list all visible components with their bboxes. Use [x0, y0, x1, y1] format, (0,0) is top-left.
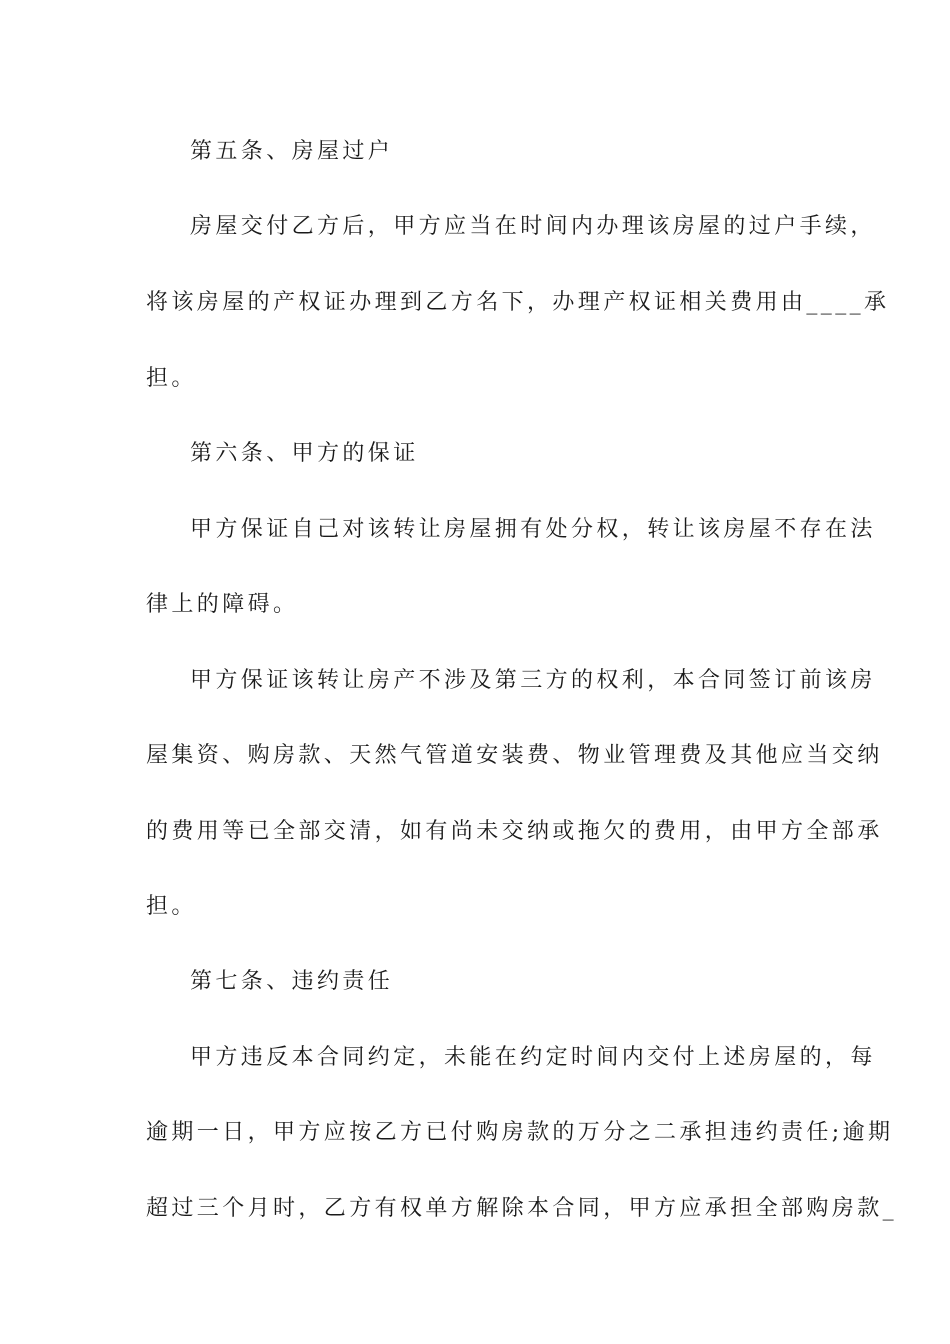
- paragraph-line: 屋集资、购房款、天然气管道安装费、物业管理费及其他应当交纳: [146, 743, 883, 768]
- paragraph-line: 担。: [146, 894, 197, 919]
- paragraph-line: 的费用等已全部交清，如有尚未交纳或拖欠的费用，由甲方全部承: [146, 819, 883, 844]
- paragraph-line: 甲方保证该转让房产不涉及第三方的权利，本合同签订前该房: [190, 668, 876, 693]
- section-heading-article-6: 第六条、甲方的保证: [190, 441, 419, 466]
- paragraph-line: 律上的障碍。: [146, 592, 299, 617]
- paragraph-line: 担。: [146, 366, 197, 391]
- paragraph-line: 逾期一日，甲方应按乙方已付购房款的万分之二承担违约责任;逾期: [146, 1120, 894, 1145]
- paragraph-line: 甲方保证自己对该转让房屋拥有处分权，转让该房屋不存在法: [190, 517, 876, 542]
- paragraph-line: 超过三个月时，乙方有权单方解除本合同，甲方应承担全部购房款_: [146, 1196, 898, 1221]
- paragraph-line: 甲方违反本合同约定，未能在约定时间内交付上述房屋的，每: [190, 1045, 876, 1070]
- section-heading-article-7: 第七条、违约责任: [190, 969, 394, 994]
- paragraph-line: 将该房屋的产权证办理到乙方名下，办理产权证相关费用由____承: [146, 290, 890, 315]
- section-heading-article-5: 第五条、房屋过户: [190, 139, 394, 164]
- paragraph-line: 房屋交付乙方后，甲方应当在时间内办理该房屋的过户手续，: [190, 214, 876, 239]
